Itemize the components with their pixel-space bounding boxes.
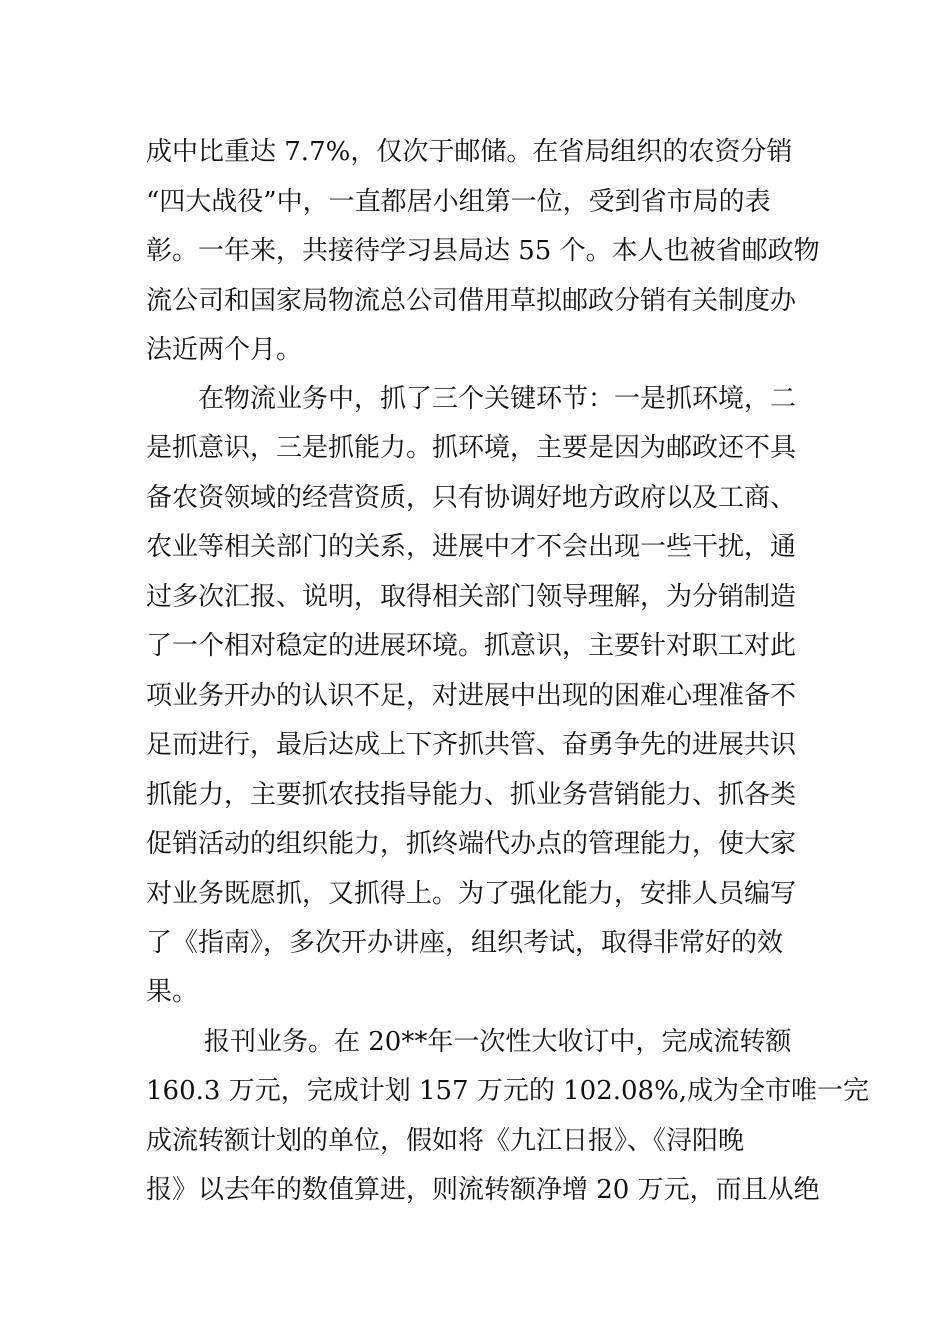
paragraph-2-line-8: 足而进行，最后达成上下齐抓共管、奋勇争先的进展共识 xyxy=(146,730,797,760)
paragraph-2-line-5: 过多次汇报、说明，取得相关部门领导理解，为分销制造 xyxy=(146,582,797,612)
paragraph-1-line-2: “四大战役”中，一直都居小组第一位，受到省市局的表 xyxy=(146,187,771,217)
paragraph-3-line-4: 报》以去年的数值算进，则流转额净增 20 万元，而且从绝 xyxy=(146,1175,820,1205)
paragraph-2-line-4: 农业等相关部门的关系，进展中才不会出现一些干扰，通 xyxy=(146,532,797,562)
paragraph-2-line-10: 促销活动的组织能力，抓终端代办点的管理能力，使大家 xyxy=(146,829,797,859)
paragraph-1-line-3: 彰。一年来，共接待学习县局达 55 个。本人也被省邮政物 xyxy=(146,236,820,266)
paragraph-2-line-1: 在物流业务中，抓了三个关键环节：一是抓环境，二 xyxy=(198,384,797,414)
paragraph-2-line-3: 备农资领域的经营资质，只有协调好地方政府以及工商、 xyxy=(146,483,797,513)
paragraph-2-line-11: 对业务既愿抓，又抓得上。为了强化能力，安排人员编写 xyxy=(146,879,797,909)
paragraph-2-line-2: 是抓意识，三是抓能力。抓环境，主要是因为邮政还不具 xyxy=(146,433,797,463)
paragraph-2-line-13: 果。 xyxy=(146,977,199,1007)
paragraph-1-line-4: 流公司和国家局物流总公司借用草拟邮政分销有关制度办 xyxy=(146,286,797,316)
paragraph-2-line-9: 抓能力，主要抓农技指导能力、抓业务营销能力、抓各类 xyxy=(146,780,797,810)
paragraph-3-line-2: 160.3 万元，完成计划 157 万元的 102.08%,成为全市唯一完 xyxy=(146,1076,870,1106)
paragraph-1-line-1: 成中比重达 7.7%，仅次于邮储。在省局组织的农资分销 xyxy=(146,137,793,167)
paragraph-3-line-3: 成流转额计划的单位，假如将《九江日报》、《浔阳晚 xyxy=(146,1126,745,1156)
paragraph-2-line-7: 项业务开办的认识不足，对进展中出现的困难心理准备不 xyxy=(146,681,797,711)
paragraph-2-line-12: 了《指南》，多次开办讲座，组织考试，取得非常好的效 xyxy=(146,928,784,958)
paragraph-1-line-5: 法近两个月。 xyxy=(146,335,303,365)
paragraph-3-line-1: 报刊业务。在 20**年一次性大收订中，完成流转额 xyxy=(204,1027,792,1057)
paragraph-2-line-6: 了一个相对稳定的进展环境。抓意识，主要针对职工对此 xyxy=(146,631,797,661)
